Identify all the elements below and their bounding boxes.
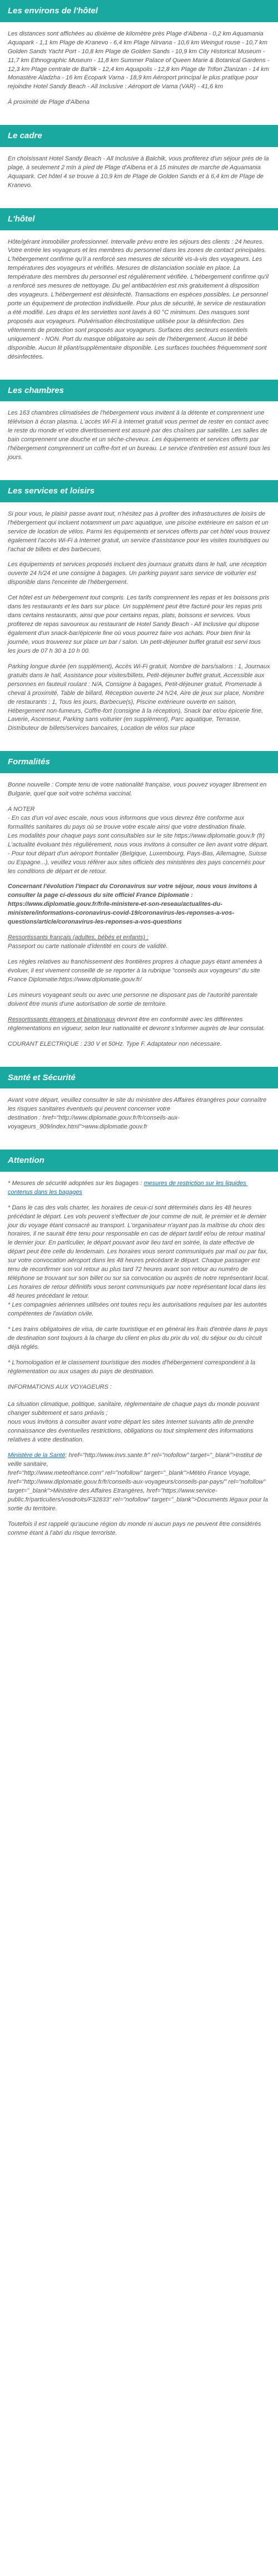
section-title-sante: Santé et Sécurité: [0, 1067, 278, 1089]
section-title-attention: Attention: [0, 1150, 278, 1172]
services-text-3: Cet hôtel est un hébergement tout compris. Les tarifs comprennent les repas et les boissons pris dans les restaurants et les bars sur place. Un supplément peut être facturé pour les repas pris dans certains restaurants, ainsi que pour certains repas, plats, boissons et services. Vous profiterez de repas savoureux au restaurant de Hotel Sandy Beach - All Inclusive qui dispose également d'un snack-bar/épicerie fine où vous pourrez faire vos achats. Pour bien finir la journée, vous trouverez sur place un bar / salon. Un petit-déjeuner buffet gratuit est servi tous les jours de 07 h 30 à 10 h 00.: [8, 594, 270, 654]
luggage-restrictions-link[interactable]: mesures de restriction sur les liquides contenus dans les bagages: [8, 1179, 248, 1196]
section-title-chambres: Les chambres: [0, 380, 278, 402]
formalites-border-rules: Les règles relatives au franchissement des frontières propres à chaque pays étant amenées à évoluer, il est vivement conseillé de se reporter à la rubrique "conseils aux voyageurs" du site France Diplomatie:https://www.diplomatie.gouv.fr/: [8, 959, 264, 983]
formalites-coronavirus: Concernant l'évolution l'impact du Coronavirus sur votre séjour, nous vous invitons à consulter la page ci-dessous du site officiel France Diplomatie : https://www.diplomatie.gouv.fr/fr/le-ministere-et-son-reseau/actualites-du-ministere/informations-coronavirus-covid-19/coronavirus-les-reponses-a-vos-questions/article/coronavirus-les-reponses-a-vos-questions: [8, 883, 259, 926]
services-text-2: Les équipements et services proposés incluent des journaux gratuits dans le hall, une réception ouverte 24 h/24 et une consigne à bagages. Un parking payant sans service de voiturier est disponible dans l'enceinte de l'hébergement.: [8, 561, 267, 586]
section-body-hotel: [0, 230, 278, 380]
attention-charter-flights: * Dans le cas des vols charter, les horaires de ceux-ci sont déterminés dans les 48 heures précédant le départ. Les vols peuvent s'effectuer de jour comme de nuit, le premier et le dernier jour du voyage étant consacré au transport. L'organisateur n'ayant pas la maîtrise du choix des horaires, il ne saurait être tenu pour responsable en cas de départ tardif et/ou de retour matinal le dernier jour. En particulier, le départ pouvant avoir lieu tard en soirée, la date effective de départ peut être celle du lendemain. Les horaires vous seront communiqués par mail ou par fax, sur votre convocation aéroport dans les 48 heures précédant le départ. Chaque passager est tenu de reconfirmer son vol retour au plus tard 72 heures avant son retour au numéro de téléphone se trouvant sur son billet ou sur sa convocation ou auprès de notre représentant local. Les horaires de retour définitifs vous seront communiqués par notre représentant local dans les 48 heures précédant le retour. * Les compagnies aériennes utilisées ont toutes reçu les autorisations requises par les autorités compétentes de l'aviation civile.: [8, 1204, 269, 1317]
services-text-1: Si pour vous, le plaisir passe avant tout, n'hésitez pas à profiter des infrastructures de loisirs de l'hébergement qui incluent notamment un parc aquatique, une piscine extérieure en saison et un service de location de vélos. Parmi les équipements et services offerts par cet hôtel vous trouvez également l'accès Wi-Fi à Internet gratuit, un service d'assistance pour les visites touristiques ou l'achat de billets et des barbecues.: [8, 510, 270, 553]
section-body-cadre: [0, 147, 278, 208]
sante-text: Avant votre départ, veuillez consulter le site du ministère des Affaires étrangères pour connaître les risques sanitaires éventuels qui peuvent concerner votre destination : href="http://www.diplomatie.gouv.fr/fr/conseils-aux-voyageurs_909/index.html">www.diplomatie.gouv.fr: [8, 1097, 267, 1131]
section-title-cadre: Le cadre: [0, 125, 278, 147]
attention-terrorism: Toutefois il est rappelé qu'aucune région du monde ni aucun pays ne peuvent être considérés comme étant à l'abri du risque terroriste.: [8, 1520, 263, 1536]
hotel-text: Hôte/gérant immobilier professionnel. Intervalle prévu entre les séjours des clients : 24 heures. Votre entrée les voyageurs et les membres du personnel dans les zones de contact principales. L'hébergement confirme qu'il a renforcé ses mesures de sécurité vis-à-vis des voyageurs. Les températures des voyageurs et vérifiés. Mesures de distanciation sociale en place. La température des membres du personnel est régulièrement vérifiée. L'hébergement confirme qu'il a renforcé ses mesures de nettoyage. Du gel antibactérien est mis gratuitement à disposition des voyageurs. L'hébergement est désinfecté. Transactions en espèces possibles. Le personnel porte un équipement de protection individuelle. Pour plus de sécurité, le service de restauration a été modifié. Les draps et les serviettes sont lavés à 60 °C minimum. Des masques sont proposés aux voyageurs. Pulvérisation électrostatique utilisée pour la désinfection. Des vêtements de protection sont proposés aux voyageurs. Surfaces des secteurs essentiels uniquement - NON. Port du masque obligatoire au sein de l'hébergement. Aucun lit bébé disponible. Aucun lit pliant/supplémentaire disponible. Les surfaces touchées fréquemment sont désinfectées.: [8, 238, 269, 360]
formalites-foreigners-heading: Ressortissants étrangers et binationaux: [8, 1016, 116, 1023]
section-body-environs: [0, 22, 278, 125]
formalites-french-nationals-heading: Ressortissants français (adultes, bébés et enfants) :: [8, 934, 149, 941]
formalites-french-nationals: [8, 934, 270, 951]
section-title-hotel: L'hôtel: [0, 208, 278, 230]
services-amenities-list: Parking longue durée (en supplément), Accès Wi-Fi gratuit, Nombre de bars/salons : 1, Journaux gratuits dans le hall, Assistance pour visites/billets, Petit-déjeuner buffet gratuit, Accessible aux personnes en fauteuil roulant : N/A, Consigne à bagages, Petit-déjeuner gratuit, Promenade à cheval à proximité, Table de billard, Réception ouverte 24 h/24, Aire de jeux sur place, Nombre de restaurants : 1, Tous les jours, Barbecue(s), Piscine extérieure ouverte en saison, Hébergement non-fumeurs, Coffre-fort (consigne à la réception), Snack bar et/ou épicerie fine, Laverie, Ascenseur, Parking sans voiturier (en supplément), Parc aquatique, Terrasse, Distributeur de billets/services bancaires, Location de vélos sur place: [8, 663, 270, 732]
formalites-minors: Les mineurs voyageant seuls ou avec une personne ne disposant pas de l'autorité parentale doivent être munis d'une autorisation de sortie de territoire.: [8, 991, 260, 1007]
attention-useful-links: [8, 1451, 270, 1514]
section-body-services: [0, 502, 278, 752]
section-body-formalites: [0, 773, 278, 1066]
formalites-note: A NOTER - En cas d'un vol avec escale, nous vous informons que vous devrez être conforme aux formalités sanitaires du pays où se trouve votre escale ainsi que votre destination finale. Les modalités pour chaque pays sont consultables sur le site https://www.diplomatie.gouv.fr (fr) L'actualité évoluant très régulièrement, nous vous invitons à consulter ce lien avant votre départ. - Pour tout départ d'un aéroport frontalier (Belgique, Luxembourg, Pays-Bas, Allemagne, Suisse ou Espagne...), veuillez vous référer aux sites officiels des ministères des pays concernés pour les conditions de départ et de retour.: [8, 805, 269, 875]
formalites-foreigners: [8, 1016, 270, 1034]
attention-luggage-text: * Mesures de sécurité adoptées sur les bagages :: [8, 1179, 144, 1187]
attention-travel-info-text: La situation climatique, politique, sanitaire, réglementaire de chaque pays du monde pouvant changer subitement et sans préavis ; nous vous invitons à consulter avant votre départ les sites Internet suivants afin de prendre connaissance des éventuelles restrictions, obligations ou tout simplement des informations relatives à votre destination.: [8, 1401, 259, 1444]
attention-luggage: [8, 1179, 270, 1197]
health-ministry-link[interactable]: Ministère de la Santé: [8, 1452, 66, 1459]
section-title-services: Les services et loisirs: [0, 480, 278, 502]
section-title-environs: Les environs de l'hôtel: [0, 0, 278, 22]
formalites-foreigners-text: devront être en conformité avec les différentes réglementations en vigueur, selon leur nationalité et devront s'informer auprès de leur consulat.: [8, 1016, 265, 1032]
attention-useful-links-text: : href="http://www.invs.sante.fr" rel="nofollow" target="_blank">Institut de veille sanitaire, href="http://www.meteofrance.com" rel="nofollow" target="_blank">Météo France Voyage, href="http://www.diplomatie.gouv.fr/fr/conseils-aux-voyageurs/conseils-par-pays/" rel="nofollow" target="_blank">Ministère des Affaires Etrangères, href="https://www.service-public.fr/particuliers/vosdroits/F32833" rel="nofollow" target="_blank">Documents légaux pour la sortie du territoire.: [8, 1452, 269, 1512]
environs-distances: Les distances sont affichées au dixième de kilomètre près Plage d'Albena - 0,2 km Aquamania Aquapark - 1,1 km Plage de Kranevo - 6,4 km Plage Nirvana - 10,6 km Weingut rouse - 10,7 km Golden Sands Yacht Port - 10,8 km Plage de Golden Sands - 10,9 km City Historical Museum - 11,7 km Ethnographic Museum - 11,8 km Summer Palace of Queen Marie & Botanical Gardens - 12,3 km Plage centrale de Bal'tik - 12,4 km Aquapolis - 12,8 km Plage de Trifon Zlanizan - 14 km Monastère Aladzha - 16 km Ecopark Varna - 18,9 km Aéroport principal le plus pratique pour rejoindre Hotel Sandy Beach - All Inclusive : Aéroport de Varna (VAR) - 41,6 km: [8, 30, 270, 90]
attention-travel-info: [8, 1383, 270, 1445]
formalites-french-nationals-text: Passeport ou carte nationale d'identité en cours de validité.: [8, 943, 168, 950]
attention-travel-info-heading: INFORMATIONS AUX VOYAGEURS :: [8, 1383, 112, 1390]
formalites-electricity: COURANT ELECTRIQUE : 230 V et 50Hz. Type F. Adaptateur non nécessaire.: [8, 1040, 222, 1047]
section-body-attention: [0, 1172, 278, 1556]
environs-proximity: À proximité de Plage d'Albena: [8, 99, 90, 106]
attention-classification: * L'homologation et le classement touristique des modes d'hébergement correspondent à la réglementation ou aux usages du pays de destination.: [8, 1359, 257, 1375]
section-title-formalites: Formalités: [0, 751, 278, 773]
section-body-chambres: [0, 401, 278, 480]
chambres-text: Les 163 chambres climatisées de l'hébergement vous invitent à la détente et comprennent une télévision à écran plasma. L'accès Wi-Fi à Internet gratuit vous permet de rester en contact avec le reste du monde et votre divertissement est assuré par des chaînes par satellite. Les salles de bain comprennent une douche et un sèche-cheveux. Les équipements et services offerts par l'hébergement comprennent un coffre-fort et un bureau. Le service d'entretien est assuré tous les jours.: [8, 410, 270, 461]
cadre-text: En choisissant Hotel Sandy Beach - All Inclusive à Balchik, vous profiterez d'un séjour près de la plage, à seulement 2 min à pied de Plage d'Albena et à 15 minutes de marche de Aquamania Aquapark. Cet hôtel 4 se trouve à 10,9 km de Plage de Golden Sands et à 6,4 km de Plage de Kranevo.: [8, 155, 269, 189]
section-body-sante: [0, 1088, 278, 1150]
attention-visa-fees: * Les trains obligatoires de visa, de carte touristique et en général les frais d'entrée dans le pays de destination sont toujours à la charge du client en plus du prix du vol, du séjour ou du circuit déjà réglés.: [8, 1325, 270, 1350]
formalites-good-news: Bonne nouvelle : Compte tenu de votre nationalité française, vous pouvez voyager librement en Bulgarie, quel que soit votre schéma vaccinal.: [8, 782, 269, 797]
